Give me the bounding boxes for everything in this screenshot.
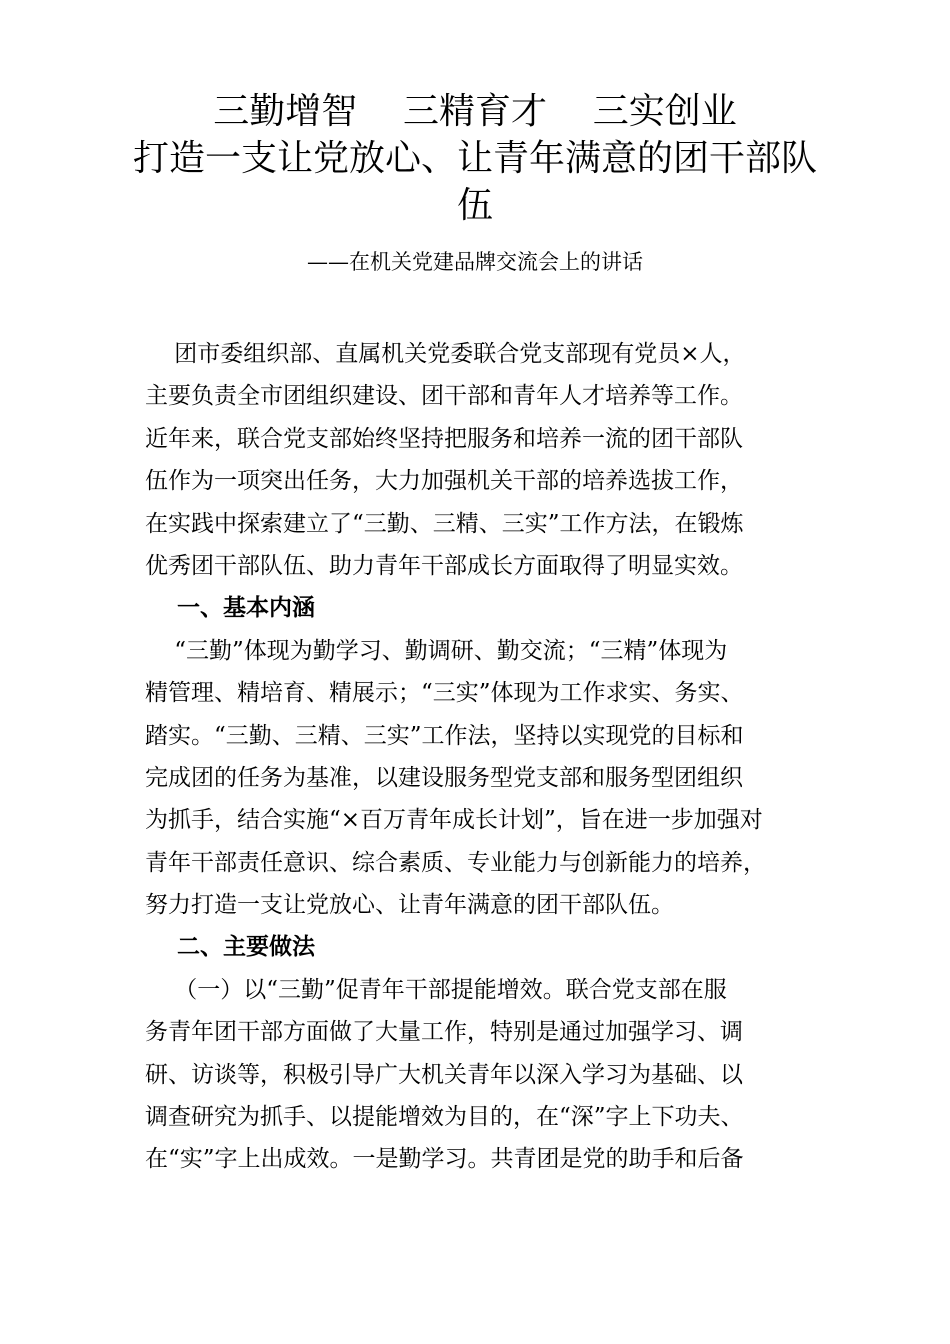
paragraph-1-line: 近年来，联合党支部始终坚持把服务和培养一流的团干部队: [145, 425, 743, 452]
document-subtitle: ——在机关党建品牌交流会上的讲话: [307, 250, 643, 274]
paragraph-3-line: 研、访谈等，积极引导广大机关青年以深入学习为基础、以: [145, 1061, 743, 1088]
paragraph-1-line: 优秀团干部队伍、助力青年干部成长方面取得了明显实效。: [145, 552, 743, 579]
paragraph-2-line: 踏实。“三勤、三精、三实”工作法，坚持以实现党的目标和: [145, 722, 744, 749]
paragraph-1-line: 团市委组织部、直属机关党委联合党支部现有党员×人，: [145, 341, 746, 367]
paragraph-2-line: “三勤”体现为勤学习、勤调研、勤交流；“三精”体现为: [145, 637, 728, 664]
paragraph-2-line: 为抓手，结合实施“×百万青年成长计划”，旨在进一步加强对: [145, 807, 763, 834]
paragraph-2-line: 完成团的任务为基准，以建设服务型党支部和服务型团组织: [145, 764, 743, 791]
section-heading-2: 二、主要做法: [145, 934, 316, 961]
paragraph-2-line: 精管理、精培育、精展示；“三实”体现为工作求实、务实、: [145, 680, 744, 707]
title-line-3: 伍: [456, 185, 493, 226]
paragraph-1-line: 在实践中探索建立了“三勤、三精、三实”工作方法，在锻炼: [145, 510, 744, 537]
paragraph-1-line: 伍作为一项突出任务，大力加强机关干部的培养选拔工作，: [145, 468, 743, 495]
paragraph-1-line: 主要负责全市团组织建设、团干部和青年人才培养等工作。: [145, 383, 743, 410]
paragraph-2-line: 努力打造一支让党放心、让青年满意的团干部队伍。: [145, 892, 674, 919]
document-body: [145, 333, 817, 1181]
document-title: [100, 88, 850, 229]
paragraph-3-line: 调查研究为抓手、以提能增效为目的，在“深”字上下功夫、: [145, 1104, 744, 1131]
paragraph-2-line: 青年干部责任意识、综合素质、专业能力与创新能力的培养，: [145, 849, 766, 876]
paragraph-3-line: 在“实”字上出成效。一是勤学习。共青团是党的助手和后备: [145, 1146, 744, 1173]
title-line-2: 打造一支让党放心、让青年满意的团干部队: [132, 138, 817, 179]
paragraph-3-line: 务青年团干部方面做了大量工作，特别是通过加强学习、调: [145, 1019, 743, 1046]
title-line-1: 三勤增智 三精育才 三实创业: [213, 91, 737, 132]
section-heading-1: 一、基本内涵: [145, 595, 316, 622]
paragraph-3-line: （一）以“三勤”促青年干部提能增效。联合党支部在服: [145, 976, 727, 1003]
